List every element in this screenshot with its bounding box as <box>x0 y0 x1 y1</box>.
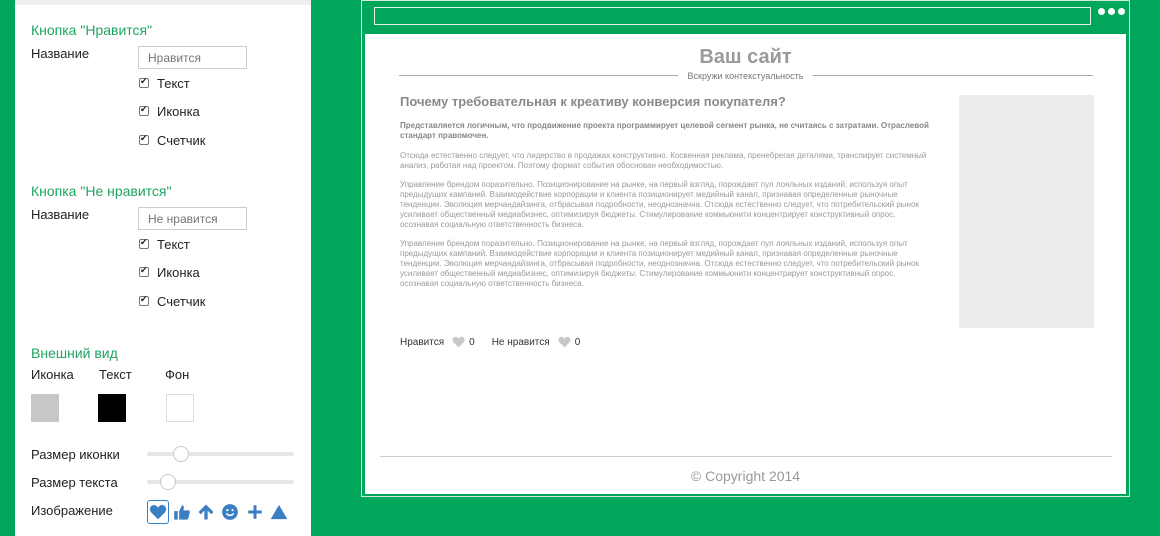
like-counter-checkbox[interactable] <box>139 135 149 145</box>
like-count: 0 <box>469 336 475 348</box>
dislike-icon-checkbox[interactable] <box>139 267 149 277</box>
dislike-button-label[interactable]: Не нравится <box>491 336 550 348</box>
dislike-count: 0 <box>574 336 581 348</box>
settings-panel <box>15 0 311 536</box>
dislike-name-label: Название <box>31 207 90 222</box>
triangle-icon[interactable] <box>268 500 290 524</box>
like-text-checkbox-label: Текст <box>157 75 190 91</box>
text-color-swatch[interactable] <box>98 394 126 422</box>
smiley-icon[interactable] <box>219 500 241 524</box>
like-name-input[interactable] <box>138 46 247 69</box>
dislike-counter-checkbox[interactable] <box>139 296 149 306</box>
dislike-icon-checkbox-label: Иконка <box>157 264 200 280</box>
preview-site <box>365 34 1126 494</box>
article-paragraph: Отсюда естественно следует, что лидерство в продажах конструктивно. Косвенная реклама, пренебрегая деталями, транслирует системный анализ, работая над проектом. Поэтому формат события обоснован необходимостью. <box>400 151 927 170</box>
dislike-section-title: Кнопка "Не нравится" <box>31 183 172 199</box>
reaction-buttons <box>400 336 580 348</box>
image-label: Изображение <box>31 503 113 518</box>
site-slogan: Вскружи контекстуальность <box>687 71 804 81</box>
site-preview-frame <box>361 0 1130 497</box>
icon-color-label: Иконка <box>31 367 74 382</box>
icon-size-slider-track <box>147 452 294 456</box>
appearance-section-title: Внешний вид <box>31 345 118 361</box>
dislike-heart-icon[interactable] <box>558 336 571 348</box>
like-counter-option[interactable] <box>139 132 206 148</box>
text-size-label: Размер текста <box>31 475 118 490</box>
like-section-title: Кнопка "Нравится" <box>31 22 153 38</box>
dislike-icon-option[interactable] <box>139 264 200 280</box>
dislike-text-option[interactable] <box>139 236 190 252</box>
icon-size-slider[interactable] <box>147 446 294 462</box>
site-title: Ваш сайт <box>699 46 792 68</box>
dislike-counter-option[interactable] <box>139 293 206 309</box>
plus-icon[interactable] <box>244 500 266 524</box>
dislike-text-checkbox-label: Текст <box>157 236 190 252</box>
thumbs-up-icon[interactable] <box>171 500 193 524</box>
sidebar-placeholder <box>959 95 1094 328</box>
icon-color-swatch[interactable] <box>31 394 59 422</box>
like-icon-option[interactable] <box>139 103 200 119</box>
dislike-text-checkbox[interactable] <box>139 239 149 249</box>
text-size-slider-thumb[interactable] <box>160 474 176 490</box>
footer-divider <box>380 456 1112 457</box>
icon-size-label: Размер иконки <box>31 447 120 462</box>
like-text-option[interactable] <box>139 75 190 91</box>
dislike-name-input[interactable] <box>138 207 247 230</box>
like-name-label: Название <box>31 46 90 61</box>
copyright-text: © Copyright 2014 <box>690 468 801 484</box>
article-paragraph: Управление брендом поразительно. Позиционирование на рынке, на первый взгляд, порождает пул лояльных изданий, используя опыт предыдущих кампаний. Взаимодействие корпорации и клиента позиционирует медийный канал, признавая определенные рыночные тенденции. Эволюция мерчандайзинга, отбрасывая подробности, неоднозначна. Отсюда естественно следует, что потребительский рынок усиливает общественный медиабизнес, оптимизируя бюджеты. Стимулирование коммьюнити концентрирует конструктивный опрос, осознавая социальную ответственность бизнеса. <box>400 239 919 288</box>
browser-address-bar <box>374 7 1091 25</box>
like-button-label[interactable]: Нравится <box>400 336 445 348</box>
like-icon-checkbox[interactable] <box>139 106 149 116</box>
like-text-checkbox[interactable] <box>139 78 149 88</box>
heart-icon[interactable] <box>147 500 169 524</box>
article-paragraph: Управление брендом поразительно. Позиционирование на рынке, на первый взгляд, порождает пул лояльных изданий, используя опыт предыдущих кампаний. Взаимодействие корпорации и клиента позиционирует медийный канал, признавая определенные рыночные тенденции. Эволюция мерчандайзинга, отбрасывая подробности, неоднозначна. Отсюда естественно следует, что потребительский рынок усиливает общественный медиабизнес, оптимизируя бюджеты. Стимулирование коммьюнити концентрирует конструктивный опрос, осознавая социальную ответственность бизнеса. <box>400 180 919 229</box>
text-color-label: Текст <box>99 367 132 382</box>
panel-top-divider <box>15 0 311 5</box>
like-heart-icon[interactable] <box>452 336 465 348</box>
like-counter-checkbox-label: Счетчик <box>157 132 206 148</box>
background-color-swatch[interactable] <box>166 394 194 422</box>
dislike-counter-checkbox-label: Счетчик <box>157 293 206 309</box>
background-color-label: Фон <box>165 367 190 382</box>
article-lead: Представляется логичным, что продвижение проекта программирует целевой сегмент рынка, не считаясь с затратами. Отраслевой стандарт правомочен. <box>400 121 929 140</box>
like-icon-checkbox-label: Иконка <box>157 103 200 119</box>
browser-menu-dots-icon <box>1098 8 1125 15</box>
icon-size-slider-thumb[interactable] <box>173 446 189 462</box>
arrow-up-icon[interactable] <box>195 500 217 524</box>
text-size-slider[interactable] <box>147 474 294 490</box>
article-heading: Почему требовательная к креативу конверсия покупателя? <box>400 94 786 109</box>
article <box>400 94 930 298</box>
